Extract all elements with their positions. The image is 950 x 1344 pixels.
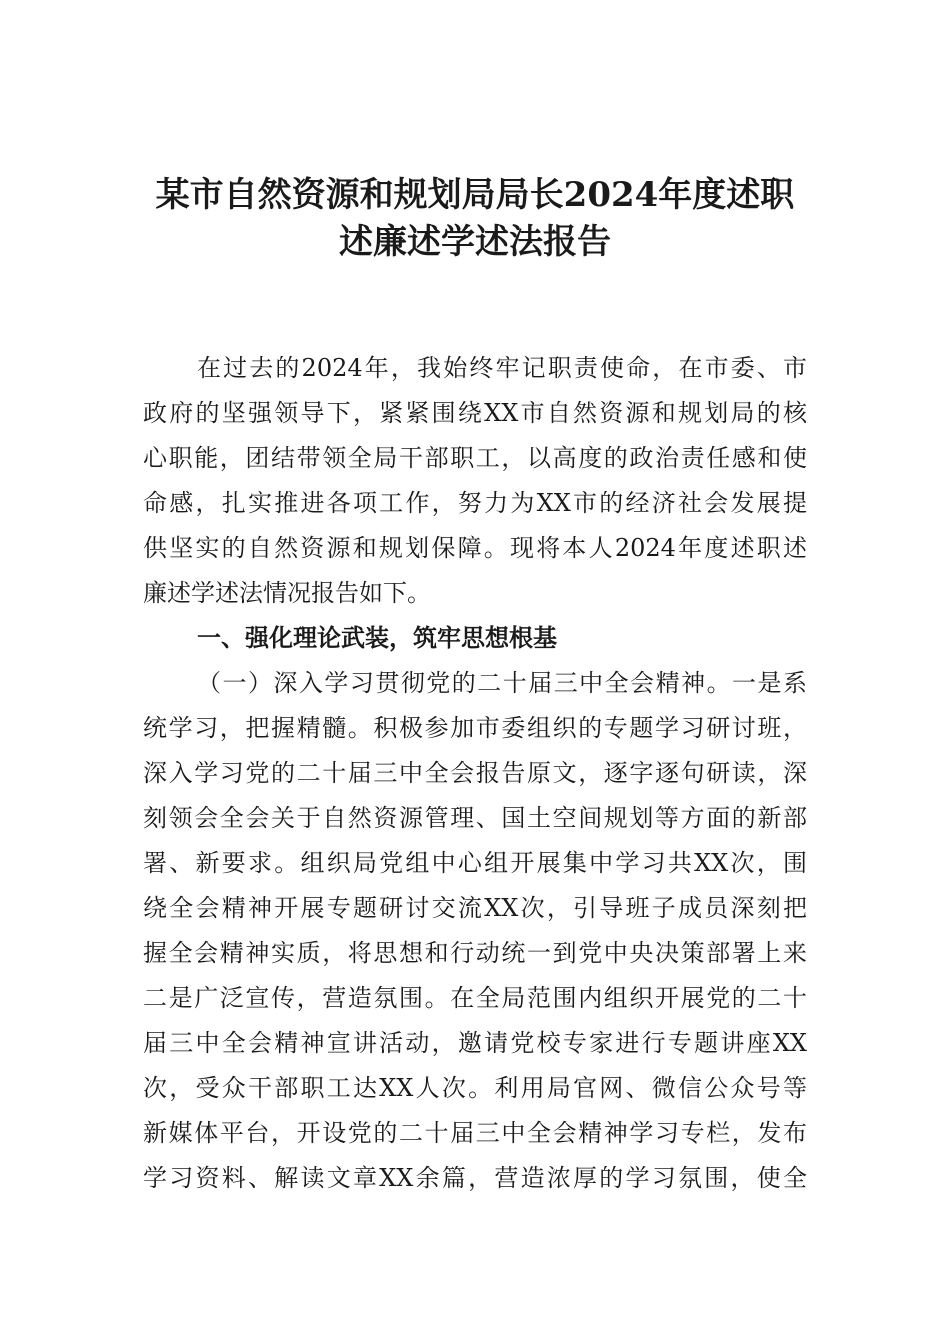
- subsection-paragraph-line: 刻领会全会关于自然资源管理、国土空间规划等方面的新部: [143, 804, 807, 832]
- intro-paragraph-line: 在过去的2024年，我始终牢记职责使命，在市委、市: [197, 354, 807, 382]
- intro-paragraph-line: 廉述学述法情况报告如下。: [143, 579, 431, 607]
- intro-paragraph-line: 供坚实的自然资源和规划保障。现将本人2024年度述职述: [143, 534, 807, 562]
- subsection-paragraph-line: 届三中全会精神宣讲活动，邀请党校专家进行专题讲座XX: [143, 1029, 807, 1057]
- document-title-line-2: 述廉述学述法报告: [339, 222, 611, 262]
- subsection-paragraph-line: 次，受众干部职工达XX人次。利用局官网、微信公众号等: [143, 1074, 807, 1102]
- intro-paragraph-line: 命感，扎实推进各项工作，努力为XX市的经济社会发展提: [143, 489, 807, 517]
- section-heading: 一、强化理论武装，筑牢思想根基: [197, 624, 557, 652]
- intro-paragraph-line: 心职能，团结带领全局干部职工，以高度的政治责任感和使: [143, 444, 807, 472]
- subsection-paragraph-line: 署、新要求。组织局党组中心组开展集中学习共XX次，围: [143, 849, 807, 877]
- subsection-paragraph-line: 统学习，把握精髓。积极参加市委组织的专题学习研讨班，: [143, 714, 807, 742]
- subsection-paragraph-line: 学习资料、解读文章XX余篇，营造浓厚的学习氛围，使全: [143, 1164, 807, 1192]
- document-title-line-1: 某市自然资源和规划局局长2024年度述职: [155, 175, 795, 215]
- intro-paragraph-line: 政府的坚强领导下，紧紧围绕XX市自然资源和规划局的核: [143, 399, 807, 427]
- subsection-paragraph-line: 绕全会精神开展专题研讨交流XX次，引导班子成员深刻把: [143, 894, 807, 922]
- subsection-paragraph-line: 二是广泛宣传，营造氛围。在全局范围内组织开展党的二十: [143, 984, 807, 1012]
- subsection-paragraph-line: 握全会精神实质，将思想和行动统一到党中央决策部署上来: [143, 939, 807, 967]
- subsection-paragraph-line: 新媒体平台，开设党的二十届三中全会精神学习专栏，发布: [143, 1119, 807, 1147]
- subsection-paragraph-line: （一）深入学习贯彻党的二十届三中全会精神。一是系: [197, 669, 807, 697]
- subsection-paragraph-line: 深入学习党的二十届三中全会报告原文，逐字逐句研读，深: [143, 759, 807, 787]
